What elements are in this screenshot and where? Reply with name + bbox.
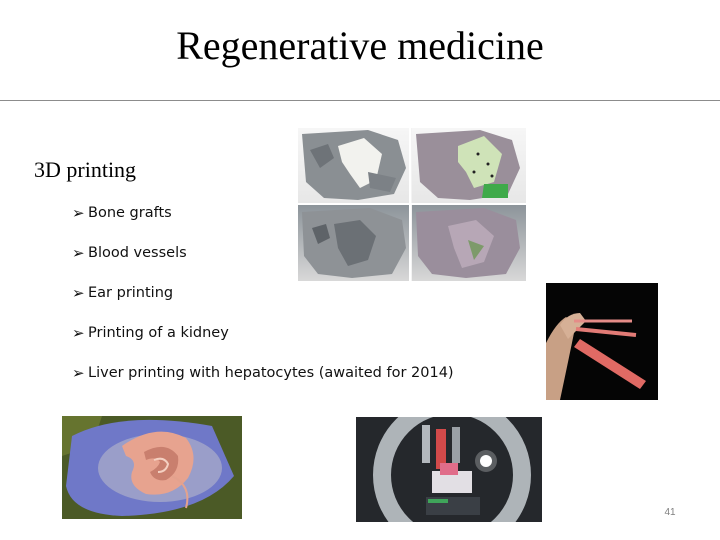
- tubes-photo-illustration: [546, 283, 658, 400]
- title-divider: [0, 100, 720, 101]
- printed-ear-image: [62, 416, 242, 519]
- printer-photo-illustration: [356, 417, 542, 522]
- ear-photo-illustration: [62, 416, 242, 519]
- bioprinter-image: [356, 417, 542, 522]
- bullet-text: Printing of a kidney: [88, 325, 229, 341]
- page-number: 41: [664, 507, 676, 518]
- bullet-text: Blood vessels: [88, 245, 187, 261]
- bullet-text: Ear printing: [88, 285, 174, 301]
- arrow-bullet-icon: ➢: [72, 204, 85, 222]
- bullet-item: [72, 362, 454, 402]
- bullet-text: Liver printing with hepatocytes (awaited for 2014): [88, 365, 454, 381]
- skull-bone-graft-image: [298, 128, 526, 281]
- slide-title: Regenerative medicine: [176, 23, 544, 68]
- section-heading: 3D printing: [34, 157, 137, 182]
- blood-vessel-tubes-image: [546, 283, 658, 400]
- arrow-bullet-icon: ➢: [72, 324, 85, 342]
- arrow-bullet-icon: ➢: [72, 244, 85, 262]
- arrow-bullet-icon: ➢: [72, 284, 85, 302]
- skull-photo-illustration: [298, 128, 526, 281]
- arrow-bullet-icon: ➢: [72, 364, 85, 382]
- bullet-text: Bone grafts: [88, 205, 172, 221]
- bullet-item: [72, 322, 454, 362]
- bullet-item: [72, 282, 454, 322]
